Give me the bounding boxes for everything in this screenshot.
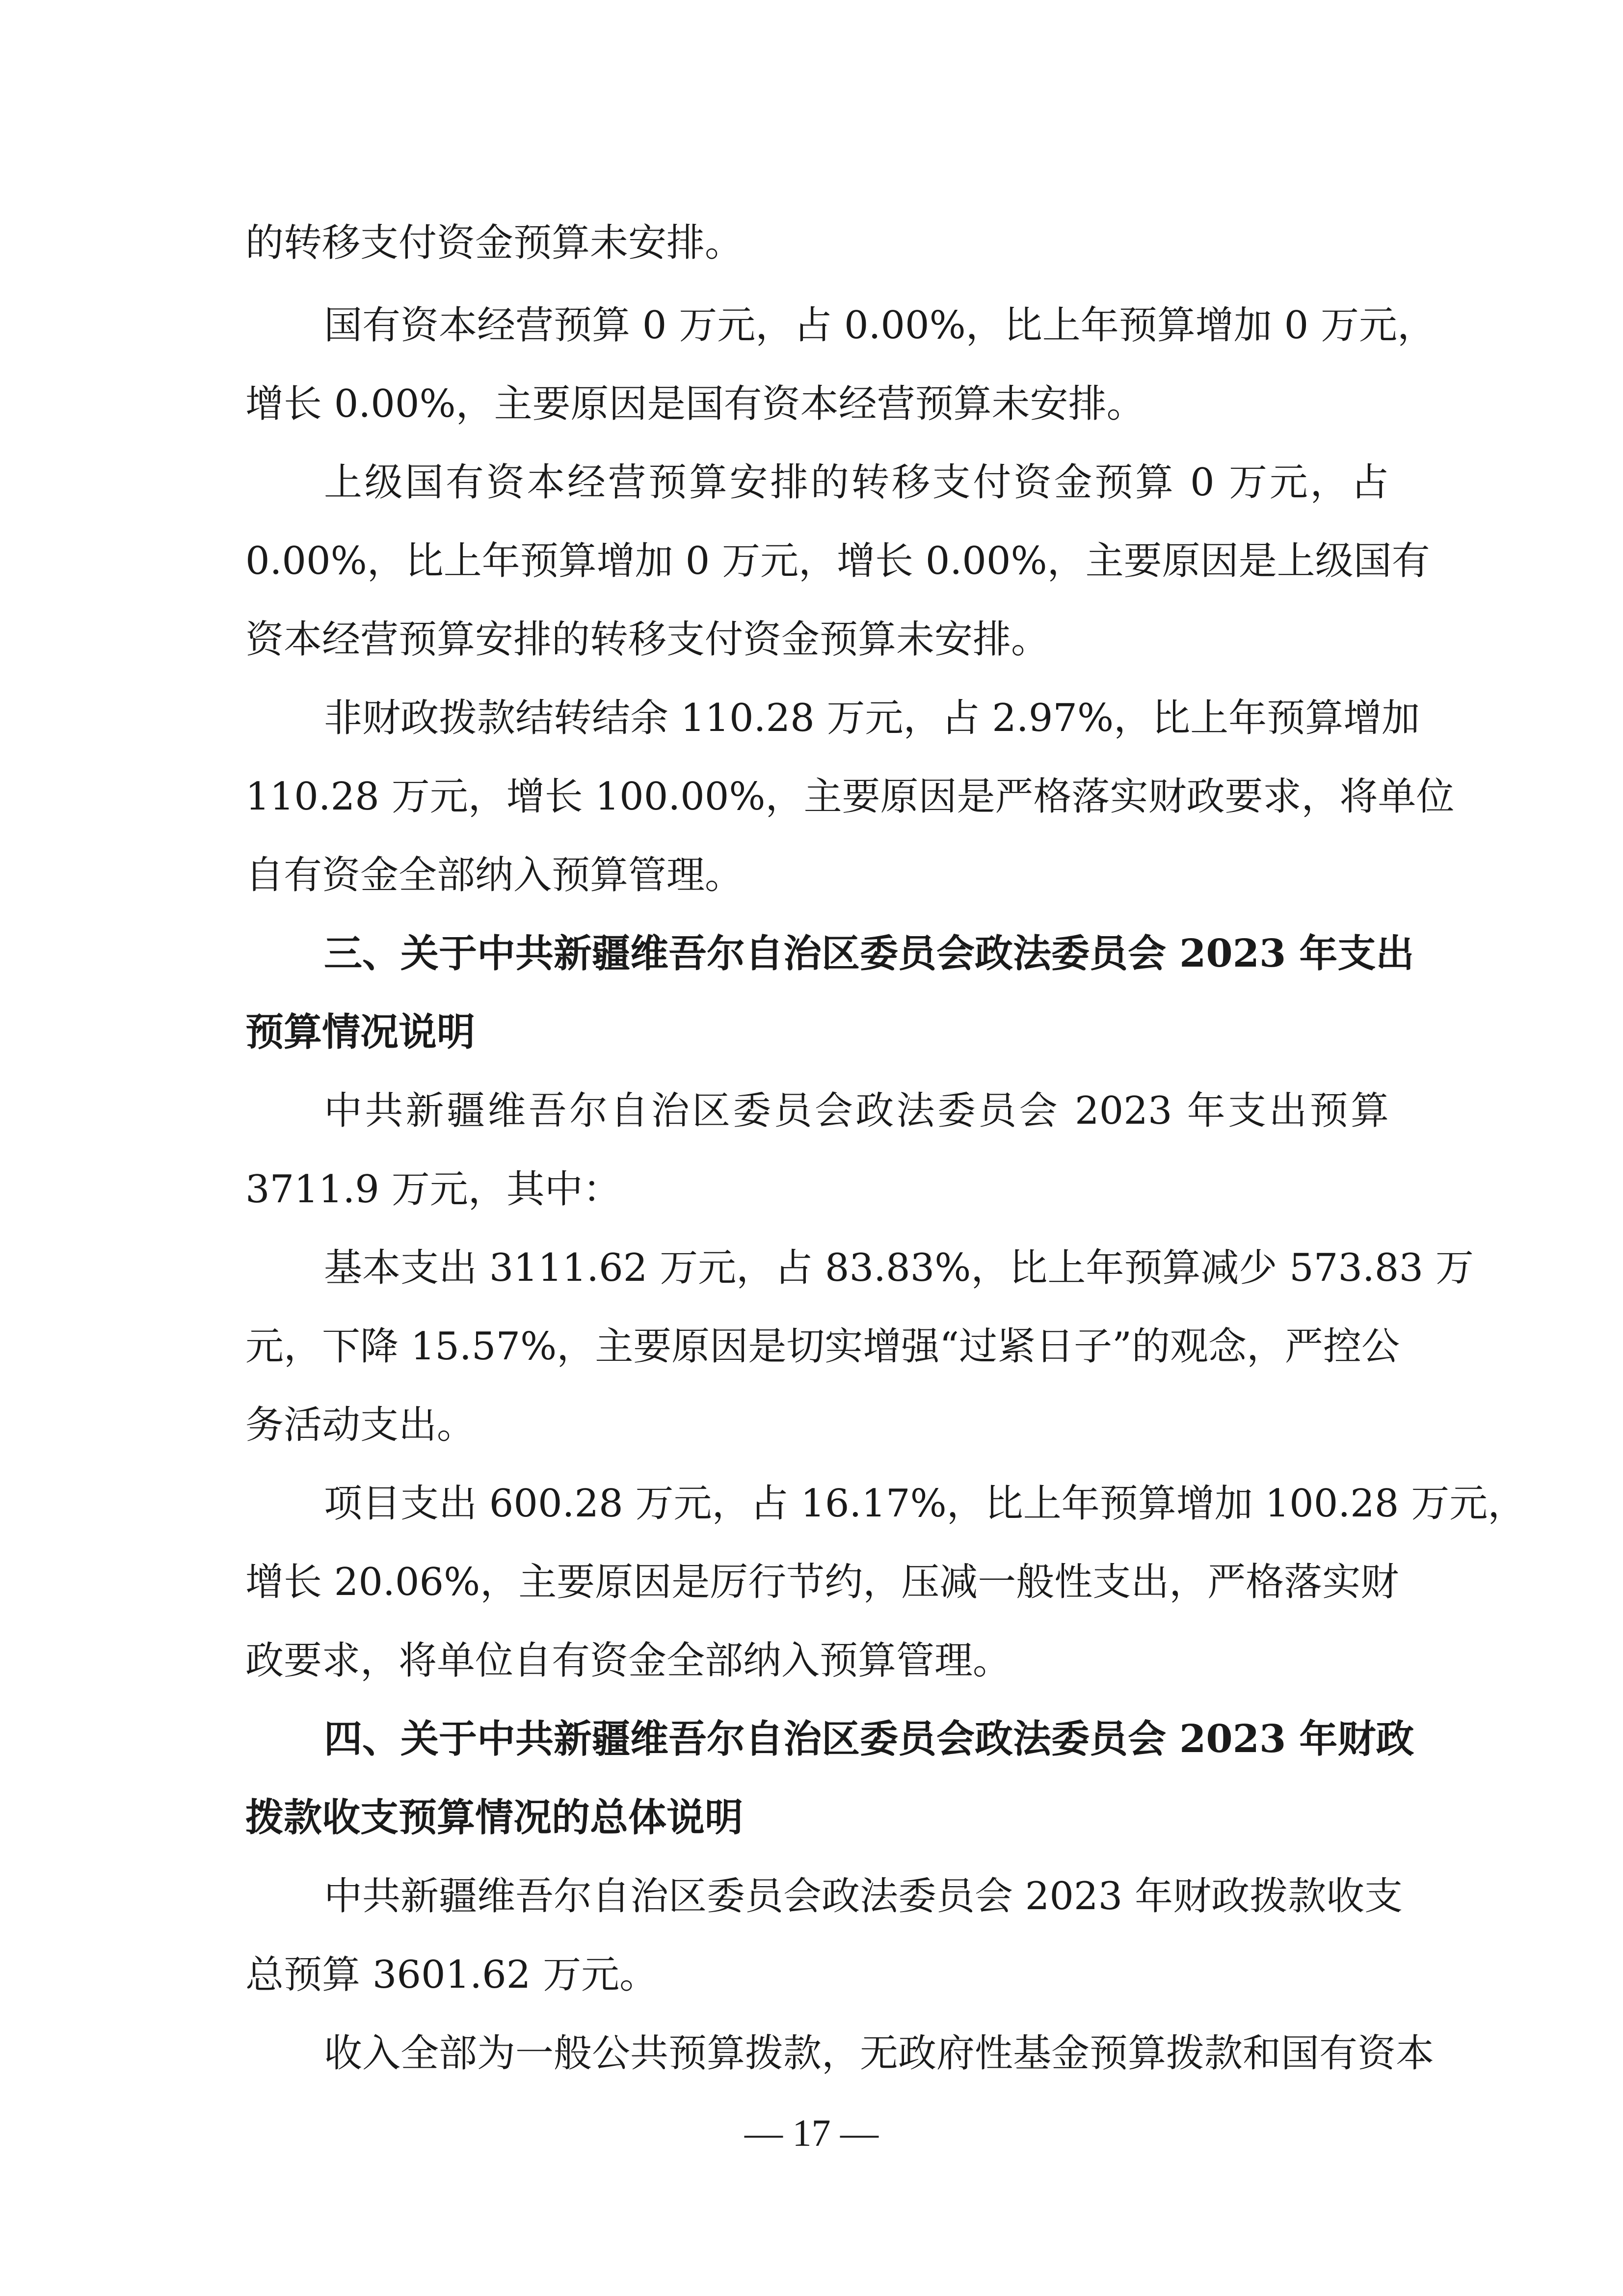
paragraph-line: 上级国有资本经营预算安排的转移支付资金预算 0 万元，占 (324, 460, 1389, 505)
paragraph-line: 110.28 万元，增长 100.00%，主要原因是严格落实财政要求，将单位 (245, 775, 1455, 819)
paragraph-line: 国有资本经营预算 0 万元，占 0.00%，比上年预算增加 0 万元， (324, 303, 1436, 348)
paragraph-line: 的转移支付资金预算未安排。 (245, 221, 744, 265)
paragraph-line: 0.00%，比上年预算增加 0 万元，增长 0.00%，主要原因是上级国有 (245, 539, 1430, 583)
paragraph-line: 元，下降 15.57%，主要原因是切实增强“过紧日子”的观念，严控公 (245, 1324, 1400, 1369)
paragraph-line: 基本支出 3111.62 万元，占 83.83%，比上年预算减少 573.83 万 (324, 1246, 1474, 1290)
section-heading-line: 三、关于中共新疆维吾尔自治区委员会政法委员会 2023 年支出 (324, 931, 1414, 976)
paragraph-line: 政要求，将单位自有资金全部纳入预算管理。 (245, 1639, 1011, 1683)
paragraph-line: 项目支出 600.28 万元，占 16.17%，比上年预算增加 100.28 万元， (324, 1482, 1526, 1526)
paragraph-line: 总预算 3601.62 万元。 (245, 1953, 658, 1997)
section-heading-line: 预算情况说明 (245, 1010, 476, 1054)
paragraph-line: 自有资金全部纳入预算管理。 (245, 853, 744, 897)
page-number: — 17 — (745, 2111, 878, 2154)
section-heading-line: 拨款收支预算情况的总体说明 (245, 1795, 744, 1840)
paragraph-line: 3711.9 万元，其中： (245, 1167, 621, 1212)
paragraph-line: 资本经营预算安排的转移支付资金预算未安排。 (245, 618, 1050, 662)
paragraph-line: 非财政拨款结转结余 110.28 万元，占 2.97%，比上年预算增加 (324, 696, 1420, 740)
paragraph-line: 增长 0.00%，主要原因是国有资本经营预算未安排。 (245, 382, 1145, 426)
section-heading-line: 四、关于中共新疆维吾尔自治区委员会政法委员会 2023 年财政 (324, 1717, 1414, 1761)
paragraph-line: 增长 20.06%，主要原因是厉行节约，压减一般性支出，严格落实财 (245, 1560, 1399, 1604)
paragraph-line: 收入全部为一般公共预算拨款，无政府性基金预算拨款和国有资本 (324, 2031, 1435, 2076)
paragraph-line: 中共新疆维吾尔自治区委员会政法委员会 2023 年支出预算 (324, 1089, 1389, 1133)
paragraph-line: 务活动支出。 (245, 1403, 476, 1447)
paragraph-line: 中共新疆维吾尔自治区委员会政法委员会 2023 年财政拨款收支 (324, 1874, 1403, 1918)
